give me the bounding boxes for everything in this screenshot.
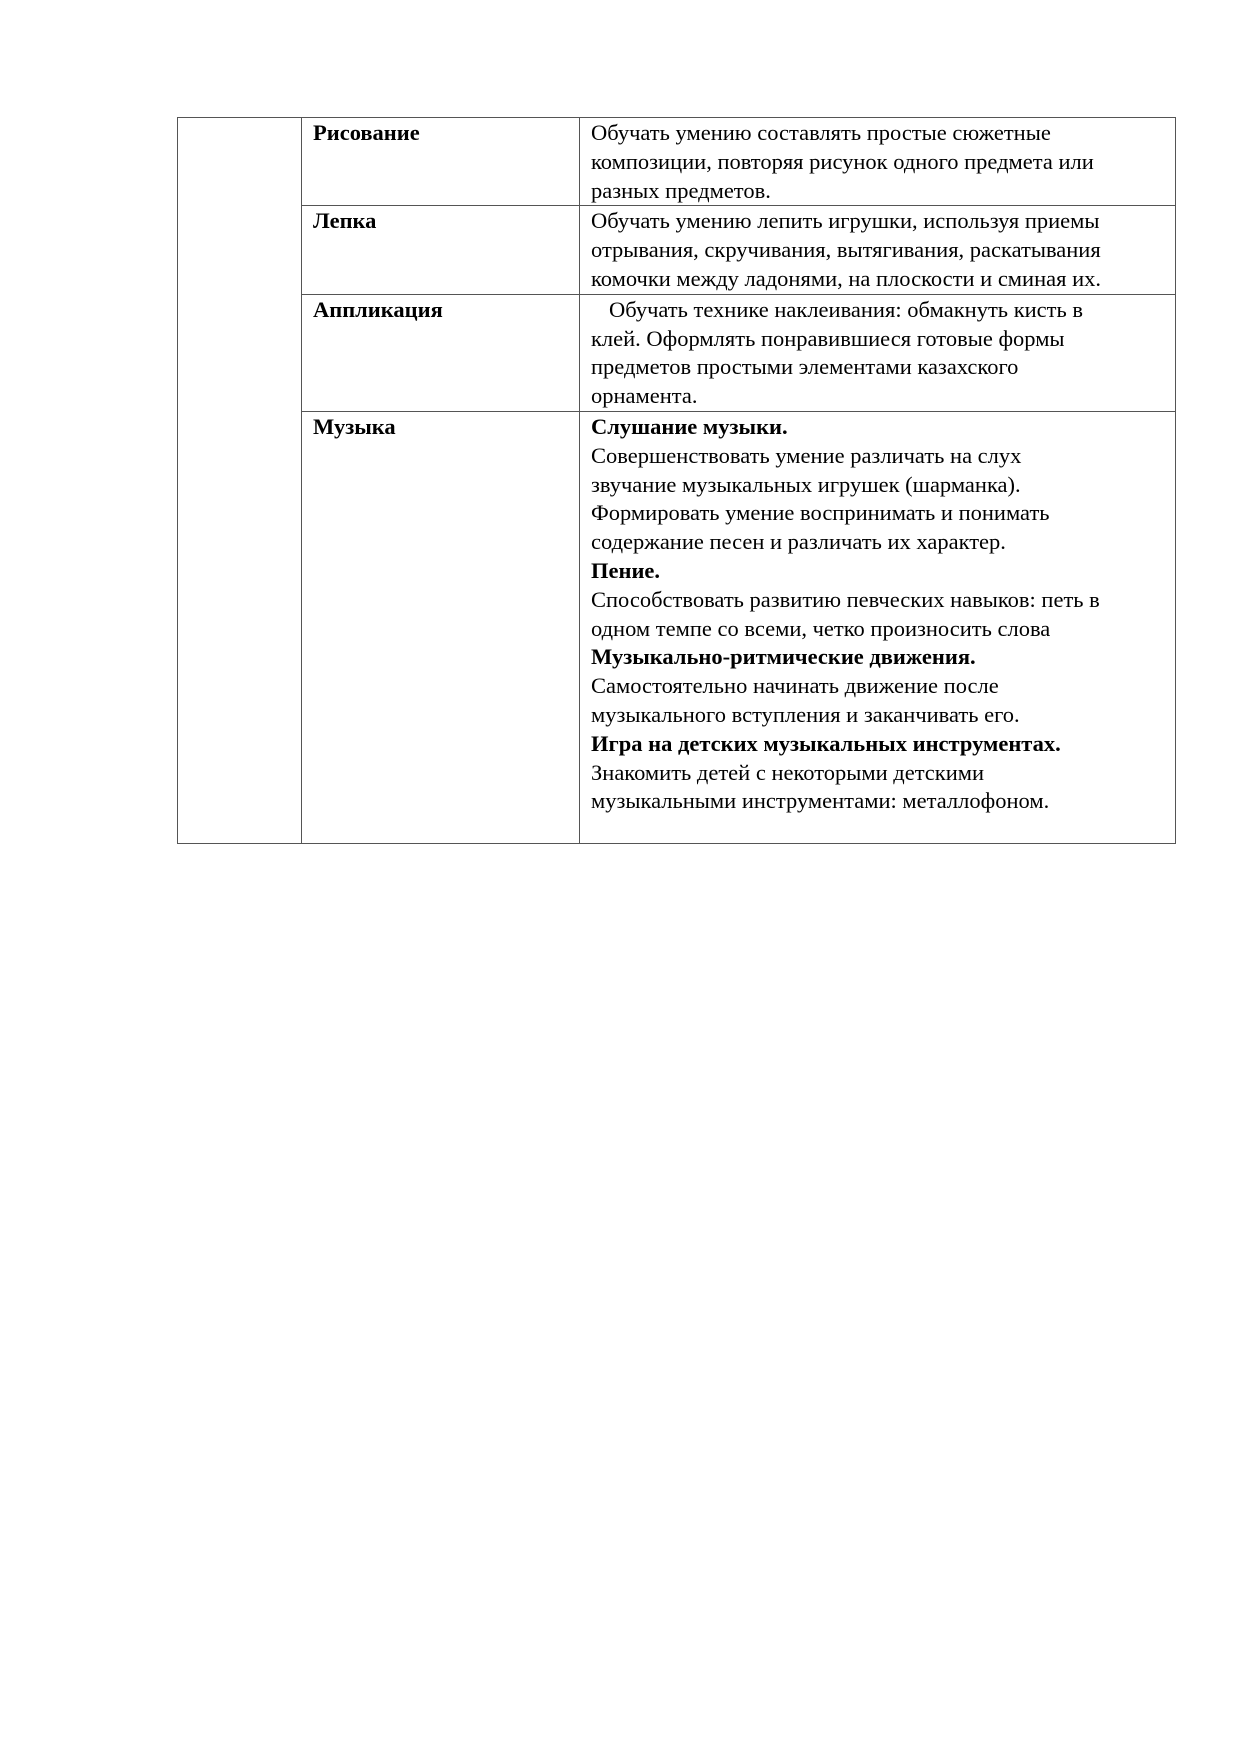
description-line: содержание песен и различать их характер. [591,529,1006,555]
subject-name: Музыка [313,413,396,439]
description-line: клей. Оформлять понравившиеся готовые формы [591,325,1065,351]
description-line: Самостоятельно начинать движение после [591,673,999,699]
description-line: Совершенствовать умение различать на слух [591,442,1022,468]
table-row [178,118,1176,206]
table-row [178,411,1176,843]
description-line: предметов простыми элементами казахского [591,354,1019,380]
section-heading: Пение. [591,557,661,583]
subject-cell [302,411,580,843]
curriculum-table [177,117,1176,844]
description-line: одном темпе со всеми, четко произносить слова [591,615,1051,641]
subject-cell [302,294,580,411]
description-line: Обучать умению лепить игрушки, используя приемы [591,208,1100,234]
description-cell [580,118,1176,206]
description-line: музыкальными инструментами: металлофоном. [591,788,1050,814]
section-heading: Игра на детских музыкальных инструментах. [591,730,1061,756]
description-line: музыкального вступления и заканчивать его. [591,701,1020,727]
description-line: комочки между ладонями, на плоскости и сминая их. [591,265,1102,291]
description-line: Формировать умение воспринимать и понимать [591,500,1050,526]
description-line: отрывания, скручивания, вытягивания, раскатывания [591,237,1101,263]
subject-cell [302,206,580,294]
empty-first-column-cell [178,118,302,844]
section-heading: Слушание музыки. [591,413,788,439]
section-heading: Музыкально-ритмические движения. [591,644,976,670]
description-line: Способствовать развитию певческих навыков: петь в [591,586,1100,612]
description-line: композиции, повторяя рисунок одного предмета или [591,148,1094,174]
description-line: Обучать технике наклеивания: обмакнуть кисть в [609,296,1083,322]
description-line: звучание музыкальных игрушек (шарманка). [591,471,1021,497]
subject-name: Аппликация [313,296,443,322]
table-row [178,206,1176,294]
description-cell [580,411,1176,843]
description-cell [580,206,1176,294]
description-line: Обучать умению составлять простые сюжетные [591,120,1051,145]
subject-name: Лепка [313,208,377,234]
description-cell [580,294,1176,411]
subject-cell [302,118,580,206]
description-line: разных предметов. [591,177,771,203]
description-line: орнамента. [591,383,698,409]
table-row [178,294,1176,411]
description-line: Знакомить детей с некоторыми детскими [591,759,985,785]
subject-name: Рисование [313,120,420,145]
